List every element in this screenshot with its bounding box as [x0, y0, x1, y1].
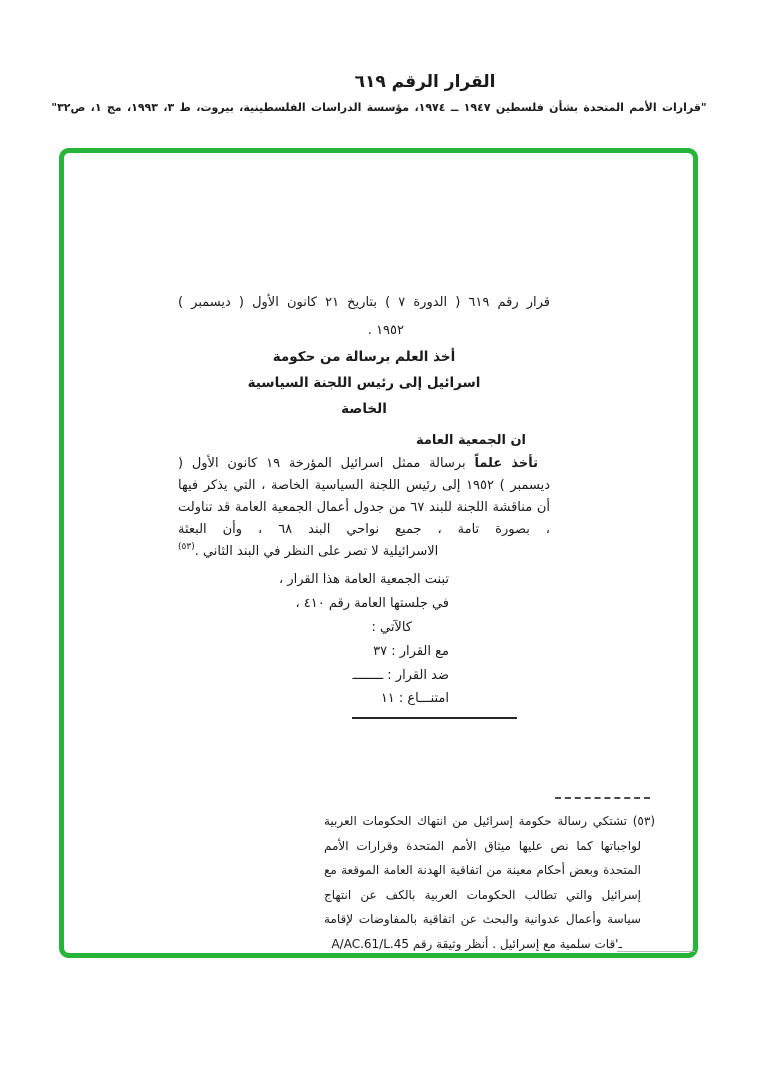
- footnote-separator-dashes: [555, 797, 650, 799]
- footnote: [310, 797, 655, 956]
- resolution-body: [178, 292, 550, 732]
- footnote-lastline: [310, 932, 655, 957]
- subtitle-line-2: اسرائيل إلى رئيس اللجنة السياسية: [247, 375, 481, 391]
- subtitle-line-3: الخاصة: [341, 401, 387, 417]
- vote-for-line: مع القرار : ٣٧: [373, 644, 449, 659]
- footnote-reference-marker: (٥٣): [178, 541, 195, 552]
- adoption-statement: [178, 568, 550, 640]
- resolution-paragraph-text: [178, 453, 550, 541]
- paragraph-lead-bold: تأخذ علماً: [474, 456, 539, 471]
- assembly-heading: ان الجمعية العامة: [415, 433, 526, 448]
- adoption-line-3: كالآتي :: [371, 620, 412, 635]
- resolution-paragraph-lastline: [178, 541, 550, 563]
- resolution-paragraph: [178, 453, 550, 563]
- subtitle-line-1: أخذ العلم برسالة من حكومة: [272, 349, 456, 365]
- page-title: القرار الرقم ٦١٩: [354, 72, 496, 92]
- resolution-number-line: قرار رقم ٦١٩ ( الدورة ٧ ) بتاريخ ٢١ كانون الأول ( ديسمبر ): [178, 295, 550, 310]
- vote-tally: [178, 640, 550, 711]
- footnote-text: (٥٣) تشتكي رسالة حكومة إسرائيل من انتهاك الحكومات العربية لواجباتها كما نص عليها ميثاق الأمم المتحدة وقرارات الأمم المتحدة وبعض أحكام معينة من اتفاقية الهدنة العامة الموقعة مع إسرائيل والتي تطالب الحكومات العربية بالكف عن انتهاج سياسة وأعمال عدوانية والبحث عن اتفاقية بالمفاوضات لإقامة: [324, 814, 655, 926]
- paragraph-rest: برسالة ممثل اسرائيل المؤرخة ١٩ كانون الأول ( ديسمبر ) ١٩٥٢ إلى رئيس اللجنة السياسية الخاصة ، التي يذكر فيها أن مناقشة اللجنة للبند ٦٧ من جدول أعمال الجمعية العامة قد تناولت ، بصورة تامة ، جميع نواحي البند ٦٨ ، وأن البعثة: [178, 456, 550, 537]
- resolution-year-line: ١٩٥٢ .: [367, 323, 404, 338]
- footnote-lastline-arabic: ـ'قات سلمية مع إسرائيل . أنظر وثيقة رقم: [412, 936, 622, 951]
- vote-against-line: ضد القرار : ــــــــ: [352, 667, 449, 683]
- paragraph-lastline-text: الاسرائيلية لا تصر على النظر في البند الثاني .: [194, 544, 439, 559]
- resolution-subtitle: [178, 344, 550, 422]
- adoption-line-1: تبنت الجمعية العامة هذا القرار ،: [279, 572, 449, 587]
- citation-line: "قرارات الأمم المتحدة بشأن فلسطين ١٩٤٧ ــ ١٩٧٤، مؤسسة الدراسات الفلسطينية، بيروت، ط ٣، ١٩٩٣، مج ١، ص٣٢": [51, 101, 707, 114]
- section-separator-rule: [352, 717, 517, 719]
- footnote-document-number: A/AC.61/L.45: [331, 936, 409, 951]
- vote-abstain-line: امتنـــاع : ١١: [380, 691, 449, 706]
- adoption-line-2: في جلستها العامة رقم ٤١٠ ،: [295, 596, 449, 611]
